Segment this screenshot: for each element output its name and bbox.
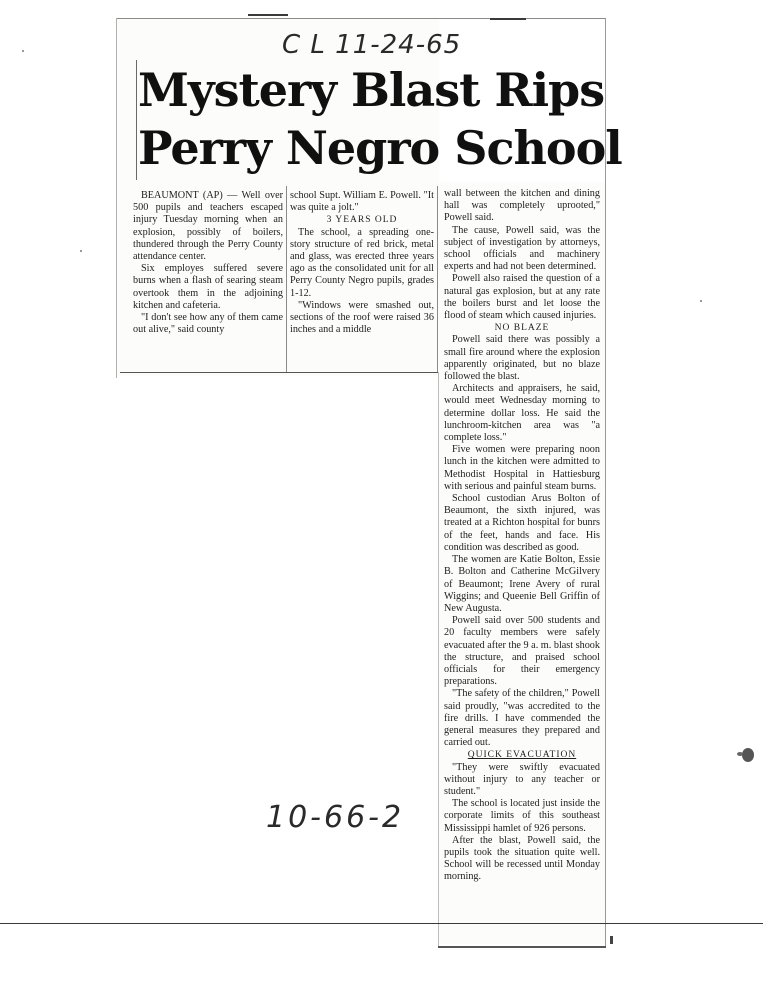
subheading-quick-evacuation: QUICK EVACUATION [467, 750, 577, 761]
top-dash-mark-2 [490, 18, 526, 20]
clipping-bottom-edge [438, 946, 606, 948]
article-column-3 [444, 188, 600, 884]
subheading-3-years-old: 3 YEARS OLD [326, 215, 398, 226]
paragraph: wall between the kitchen and dining hall was completely uprooted," Powell said. [444, 188, 600, 224]
paragraph: The school, a spreading one-story structure of red brick, metal and glass, was erected three years ago as the consolidated unit for all Perry County Negro pupils, grades 1-12. [290, 226, 434, 299]
paragraph: BEAUMONT (AP) — Well over 500 pupils and teachers escaped injury Tuesday morning when an explosion, possibly of boilers, thundered through the Perry County attendance center. [133, 190, 283, 263]
scan-speck [610, 936, 613, 944]
article-column-2 [290, 190, 434, 336]
scan-speck [700, 300, 702, 302]
paragraph: Architects and appraisers, he said, would meet Wednesday morning to determine dollar loss. He said the lunchroom-kitchen area was "a complete loss." [444, 383, 600, 444]
paragraph: The women are Katie Bolton, Essie B. Bolton and Catherine McGilvery of Beaumont; Irene Avery of rural Wiggins; and Queenie Bell Griffin of New Augusta. [444, 554, 600, 614]
paragraph: After the blast, Powell said, the pupils took the situation quite well. School will be recessed until Monday morning. [444, 834, 600, 883]
scan-speck [80, 250, 82, 252]
scan-speck [742, 748, 754, 762]
paragraph: Powell also raised the question of a natural gas explosion, but at any rate the boilers burst and let loose the flood of steam which caused injuries. [444, 273, 600, 322]
paragraph: "They were swiftly evacuated without injury to any teacher or student." [444, 761, 600, 797]
paragraph: Six employes suffered severe burns when a flash of searing steam overtook them in the adjoining kitchen and cafeteria. [133, 263, 283, 311]
column-divider-1 [286, 186, 287, 372]
subheading-no-blaze: NO BLAZE [494, 323, 550, 334]
paragraph: The school is located just inside the corporate limits of this southeast Mississippi hamlet of 926 persons. [444, 798, 600, 834]
headline-line-1: Mystery Blast Rips [138, 63, 605, 117]
paragraph: School custodian Arus Bolton of Beaumont, the sixth injured, was treated at a Richton hospital for bunrs of the feet, hands and face. His condition was described as good. [444, 493, 600, 553]
paragraph: The cause, Powell said, was the subject of investigation by attorneys, school officials and machinery experts and had not been determined. [444, 224, 600, 273]
paragraph: "Windows were smashed out, sections of the roof were raised 36 inches and a middle [290, 299, 434, 336]
top-dash-mark [248, 14, 288, 16]
headline-line-2: Perry Negro School [138, 121, 622, 175]
scan-speck [22, 50, 24, 52]
scan-top-edge [116, 18, 606, 19]
handwritten-date-note: C L 11-24-65 [282, 30, 462, 60]
paragraph: school Supt. William E. Powell. "It was quite a jolt." [290, 190, 434, 214]
paragraph: Powell said there was possibly a small fire around where the explosion apparently originated, but no blaze followed the blast. [444, 334, 600, 383]
paragraph: Five women were preparing noon lunch in the kitchen were admitted to Methodist Hospital in Hattiesburg with serious and painful steam burns. [444, 444, 600, 492]
paragraph: "The safety of the children," Powell said proudly, "was accredited to the fire drills. I have commended the general measures they prepared and carried out. [444, 688, 600, 749]
column-divider-2 [437, 186, 438, 372]
clipping-step-vertical [438, 372, 439, 947]
scan-speck [737, 752, 743, 756]
scan-left-edge [116, 18, 117, 378]
page-fold-line [0, 923, 763, 924]
paragraph: "I don't see how any of them came out alive," said county [133, 312, 283, 336]
article-column-1 [133, 190, 283, 336]
paragraph: Powell said over 500 students and 20 faculty members were safely evacuated after the 9 a. m. blast shook the structure, and praised school officials for their emergency preparations. [444, 615, 600, 688]
handwritten-file-note: 10-66-2 [266, 800, 405, 835]
headline-left-bracket [136, 60, 137, 180]
clipping-step-edge [120, 372, 438, 373]
